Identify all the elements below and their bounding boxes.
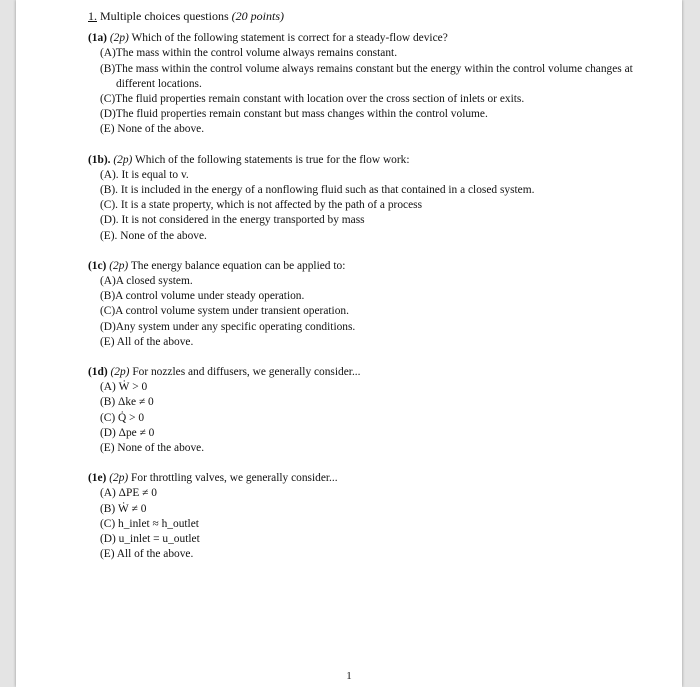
- section-title-text: Multiple choices questions: [97, 9, 232, 23]
- page-content: [88, 9, 648, 563]
- question-id: (1b).: [88, 153, 111, 166]
- question-points: (2p): [109, 472, 129, 485]
- question-1e: [88, 471, 648, 562]
- question-stem: [88, 471, 648, 486]
- section-heading: [88, 9, 648, 24]
- question-1a: [88, 31, 648, 137]
- option-e: (E) All of the above.: [100, 548, 194, 561]
- question-1d: [88, 365, 648, 456]
- option-c: (C)The fluid properties remain constant with location over the cross section of inlets or exits.: [100, 93, 525, 106]
- option-b: (B)The mass within the control volume always remains constant but the energy within the control volume changes at different locations.: [100, 62, 633, 90]
- question-1c: [88, 259, 648, 350]
- question-points: (2p): [113, 153, 133, 166]
- question-text: The energy balance equation can be applied to:: [128, 259, 346, 272]
- option-a: (A)The mass within the control volume always remains constant.: [100, 47, 398, 60]
- option-c: (C). It is a state property, which is not affected by the path of a process: [100, 199, 423, 212]
- question-stem: [88, 259, 648, 274]
- options-list: [100, 46, 648, 137]
- page-number: 1: [346, 670, 352, 682]
- options-list: [100, 380, 648, 456]
- question-id: (1e): [88, 472, 107, 485]
- option-b: (B) Ẇ ≠ 0: [100, 502, 147, 515]
- question-id: (1a): [88, 32, 107, 45]
- option-b: (B) Δke ≠ 0: [100, 396, 154, 409]
- question-text: For nozzles and diffusers, we generally consider...: [129, 366, 361, 379]
- option-a: (A) Ẇ > 0: [100, 381, 148, 394]
- option-c: (C) h_inlet ≈ h_outlet: [100, 517, 199, 530]
- option-b: (B). It is included in the energy of a nonflowing fluid such as that contained in a closed system.: [100, 184, 535, 197]
- option-a: (A). It is equal to v.: [100, 168, 189, 181]
- options-list: [100, 486, 648, 562]
- document-page: [16, 0, 682, 687]
- option-d: (D)Any system under any specific operating conditions.: [100, 320, 356, 333]
- option-a: (A) ΔPE ≠ 0: [100, 487, 157, 500]
- question-id: (1c): [88, 259, 107, 272]
- option-e: (E). None of the above.: [100, 229, 207, 242]
- option-e: (E) All of the above.: [100, 335, 194, 348]
- option-e: (E) None of the above.: [100, 123, 205, 136]
- option-d: (D) Δpe ≠ 0: [100, 426, 155, 439]
- question-points: (2p): [109, 259, 129, 272]
- question-stem: [88, 153, 648, 168]
- options-list: [100, 274, 648, 350]
- option-e: (E) None of the above.: [100, 442, 205, 455]
- section-points: (20 points): [231, 9, 284, 23]
- options-list: [100, 168, 648, 244]
- option-d: (D). It is not considered in the energy transported by mass: [100, 214, 365, 227]
- option-c: (C)A control volume system under transient operation.: [100, 305, 349, 318]
- question-id: (1d): [88, 366, 108, 379]
- section-number: 1.: [88, 9, 97, 23]
- question-stem: [88, 365, 648, 380]
- option-c: (C) Q̇ > 0: [100, 411, 145, 424]
- question-1b: [88, 153, 648, 244]
- question-text: For throttling valves, we generally consider...: [128, 472, 338, 485]
- question-text: Which of the following statements is true for the flow work:: [132, 153, 410, 166]
- option-b: (B)A control volume under steady operation.: [100, 290, 305, 303]
- question-stem: [88, 31, 648, 46]
- question-points: (2p): [109, 32, 129, 45]
- option-d: (D) u_inlet = u_outlet: [100, 533, 200, 546]
- question-points: (2p): [110, 366, 130, 379]
- question-text: Which of the following statement is correct for a steady-flow device?: [128, 32, 448, 45]
- option-d: (D)The fluid properties remain constant but mass changes within the control volume.: [100, 108, 488, 121]
- option-a: (A)A closed system.: [100, 275, 193, 288]
